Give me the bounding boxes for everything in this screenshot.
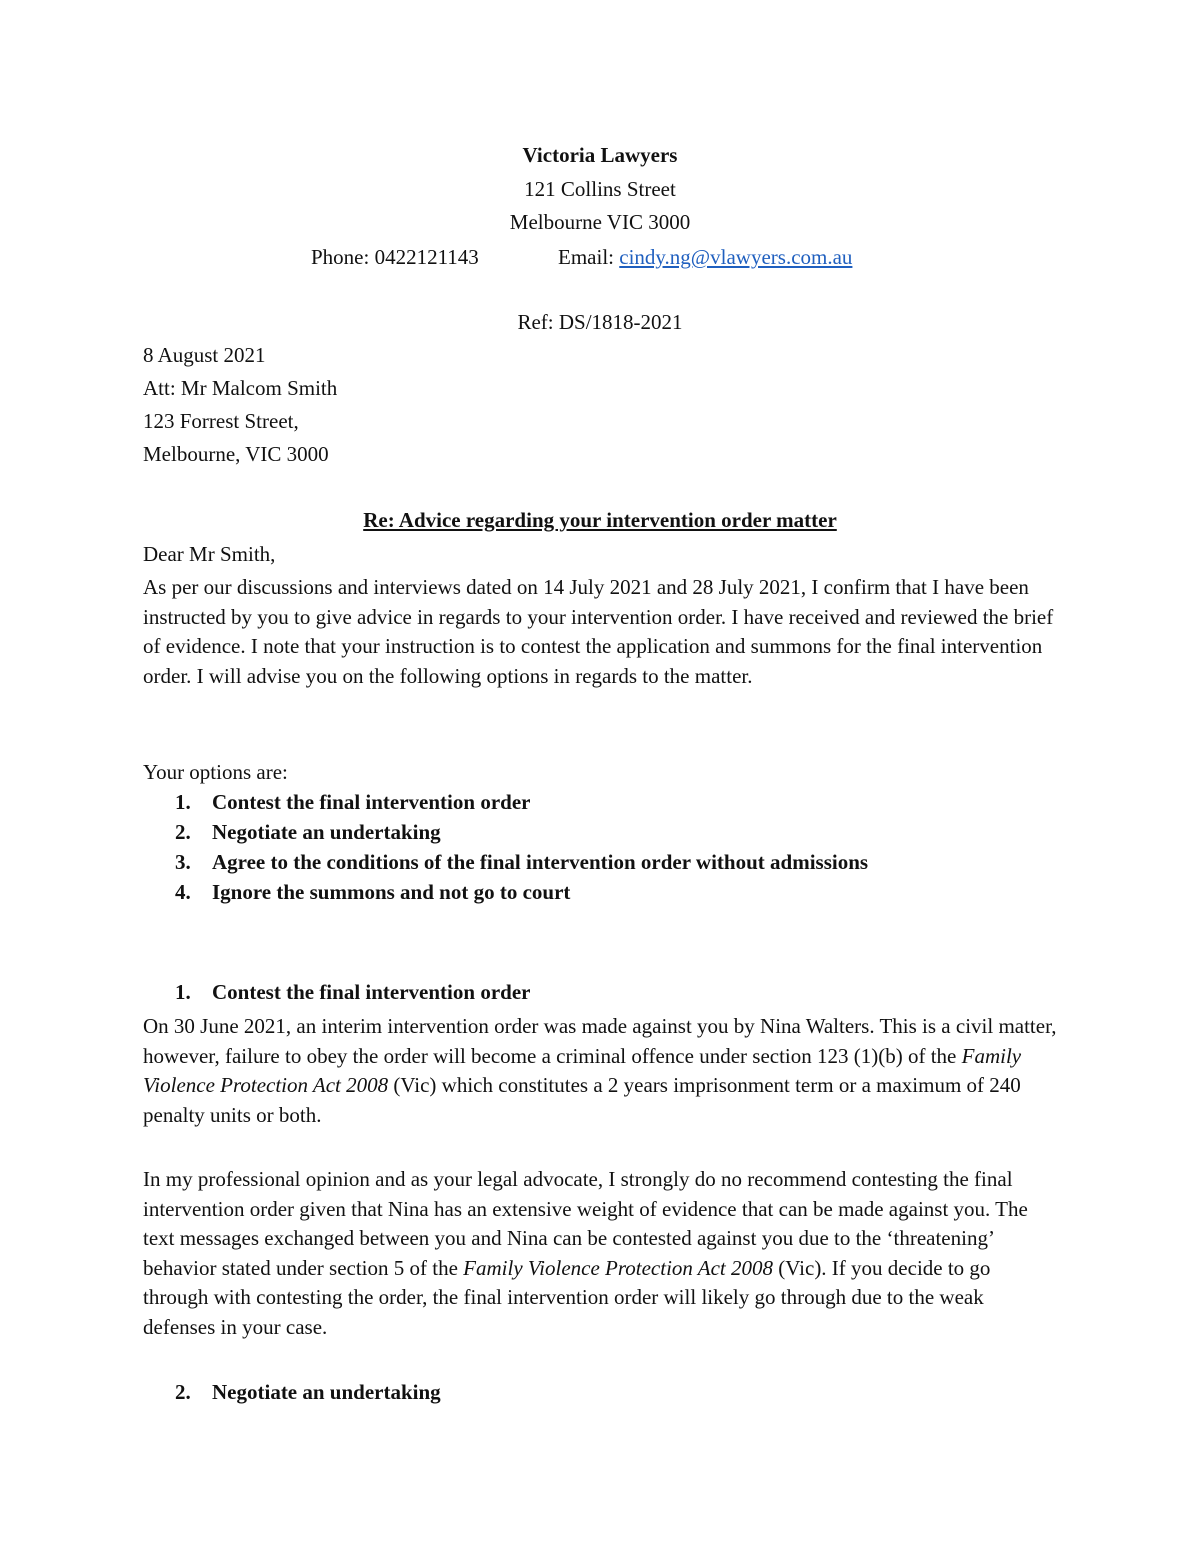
section1-paragraph2-text: In my professional opinion and as your legal advocate, I strongly do no recommend contesting the final intervention order given that Nina has an extensive weight of evidence that can be made against you. The text messages exchanged between you and Nina can be contested against you due to the ‘threatening’ behavior stated under section 5 of the bbox=[143, 1167, 1028, 1280]
recipient-attention: Att: Mr Malcom Smith bbox=[143, 376, 338, 400]
section1-paragraph1-text-end: (Vic) which constitutes a 2 years imprisonment term or a maximum of 240 penalty units or both. bbox=[143, 1073, 1021, 1127]
option-number: 3. bbox=[175, 850, 191, 874]
option-number: 1. bbox=[175, 790, 191, 814]
recipient-street: 123 Forrest Street, bbox=[143, 409, 299, 433]
firm-address-line1: 121 Collins Street bbox=[524, 177, 676, 201]
section1-paragraph1 bbox=[143, 1012, 1058, 1130]
section1-heading: Contest the final intervention order bbox=[212, 980, 531, 1004]
section1-paragraph1-text: On 30 June 2021, an interim intervention order was made against you by Nina Walters. This is a civil matter, however, failure to obey the order will become a criminal offence under section 123 (1)(b) of the bbox=[143, 1014, 1057, 1068]
firm-phone: Phone: 0422121143 bbox=[311, 245, 479, 269]
section2-number: 2. bbox=[175, 1380, 191, 1404]
option-item: Agree to the conditions of the final intervention order without admissions bbox=[212, 850, 869, 874]
act-citation: Family Violence Protection Act 2008 bbox=[143, 1043, 1022, 1098]
recipient-city: Melbourne, VIC 3000 bbox=[143, 442, 329, 466]
option-item: Ignore the summons and not go to court bbox=[212, 880, 571, 904]
section2-heading: Negotiate an undertaking bbox=[212, 1380, 441, 1404]
option-number: 2. bbox=[175, 820, 191, 844]
reference-number: Ref: DS/1818-2021 bbox=[517, 310, 683, 334]
act-citation: Family Violence Protection Act 2008 bbox=[463, 1255, 774, 1280]
salutation: Dear Mr Smith, bbox=[143, 542, 276, 566]
section1-number: 1. bbox=[175, 980, 191, 1004]
firm-name: Victoria Lawyers bbox=[522, 143, 678, 167]
options-heading: Your options are: bbox=[143, 760, 288, 784]
subject-line: Re: Advice regarding your intervention order matter bbox=[363, 508, 837, 532]
option-number: 4. bbox=[175, 880, 191, 904]
firm-address-line2: Melbourne VIC 3000 bbox=[509, 210, 691, 234]
firm-email bbox=[558, 245, 852, 270]
email-link[interactable]: cindy.ng@vlawyers.com.au bbox=[619, 245, 853, 269]
option-item: Contest the final intervention order bbox=[212, 790, 531, 814]
option-item: Negotiate an undertaking bbox=[212, 820, 441, 844]
email-label: Email: bbox=[558, 245, 620, 269]
section1-paragraph2-text-end: (Vic). If you decide to go through with contesting the order, the final intervention order will likely go through due to the weak defenses in your case. bbox=[143, 1255, 991, 1339]
letter-date: 8 August 2021 bbox=[143, 343, 266, 367]
intro-paragraph: As per our discussions and interviews dated on 14 July 2021 and 28 July 2021, I confirm that I have been instructed by you to give advice in regards to your intervention order. I have received and reviewed the brief of evidence. I note that your instruction is to contest the application and summons for the final intervention order. I will advise you on the following options in regards to the matter. bbox=[143, 575, 1054, 688]
section1-paragraph2 bbox=[143, 1165, 1058, 1343]
